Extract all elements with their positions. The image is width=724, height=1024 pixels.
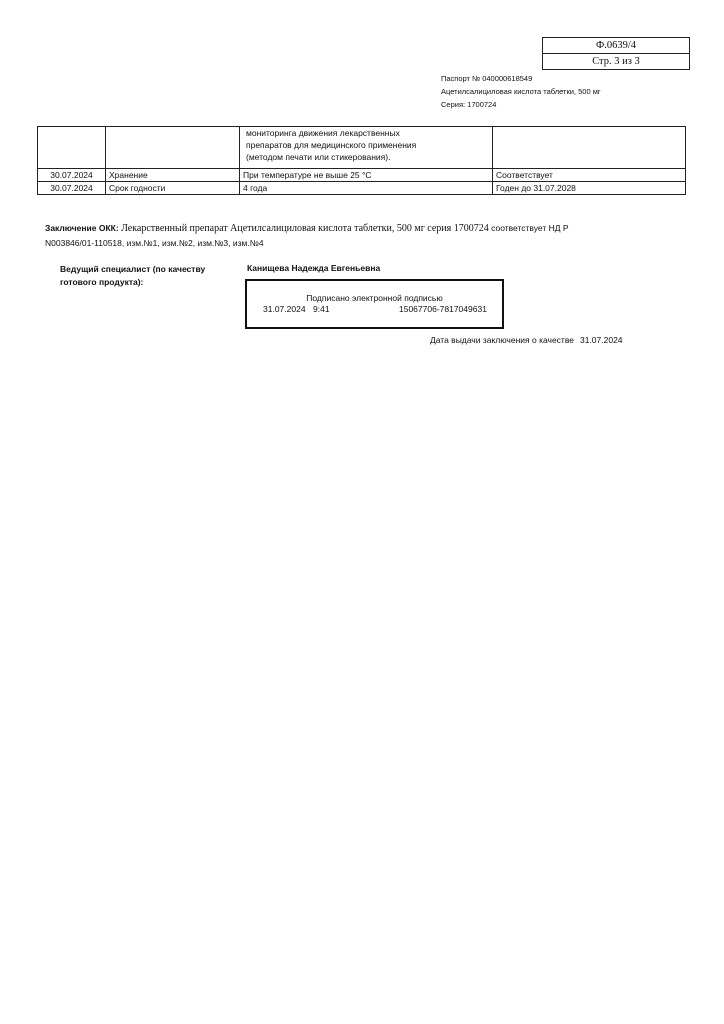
signature-id: 15067706-7817049631 (399, 304, 487, 314)
table-row (38, 182, 686, 195)
specialist-label: Ведущий специалист (по качеству готового продукта): (60, 264, 206, 287)
passport-series: Серия: 1700724 (441, 100, 497, 109)
cell-result (493, 127, 686, 169)
issue-date-label: Дата выдачи заключения о качестве (430, 335, 574, 345)
form-number-box (542, 37, 690, 70)
issue-date-value: 31.07.2024 (579, 335, 623, 345)
conclusion-label: Заключение ОКК: (45, 223, 119, 233)
qc-conclusion (45, 221, 605, 251)
cell-param: Хранение (106, 169, 240, 182)
cell-result: Соответствует (493, 169, 686, 182)
cell-date (38, 127, 106, 169)
page-counter: Стр. 3 из 3 (543, 53, 689, 69)
cell-requirement: При температуре не выше 25 °С (240, 169, 493, 182)
table-row (38, 127, 686, 169)
cell-param (106, 127, 240, 169)
cell-param: Срок годности (106, 182, 240, 195)
signature-date: 31.07.2024 (263, 304, 306, 314)
cell-date: 30.07.2024 (38, 182, 106, 195)
quality-table (37, 126, 686, 195)
cell-requirement (240, 127, 493, 169)
requirement-text: мониторинга движения лекарственных препаратов для медицинского применения (методом печати или стикерования). (246, 128, 417, 162)
signature-title: Подписано электронной подписью (306, 293, 443, 303)
passport-header (441, 72, 601, 111)
cell-requirement: 4 года (240, 182, 493, 195)
specialist-name: Канищева Надежда Евгеньевна (247, 263, 381, 273)
cell-result: Годен до 31.07.2028 (493, 182, 686, 195)
table-row (38, 169, 686, 182)
passport-product: Ацетилсалициловая кислота таблетки, 500 мг (441, 87, 601, 96)
electronic-signature-box (245, 279, 504, 329)
cell-date: 30.07.2024 (38, 169, 106, 182)
signature-time: 9:41 (313, 304, 330, 314)
form-code: Ф.0639/4 (595, 40, 637, 51)
passport-number: Паспорт № 040000618549 (441, 74, 533, 83)
conclusion-product: Лекарственный препарат Ацетилсалициловая кислота таблетки, 500 мг серия 1700724 (121, 223, 489, 234)
issue-date-line (430, 335, 623, 345)
conclusion-compliance: соответствует НД Р N003846/01-110518, изм.№1, изм.№2, изм.№3, изм.№4 (45, 223, 569, 248)
